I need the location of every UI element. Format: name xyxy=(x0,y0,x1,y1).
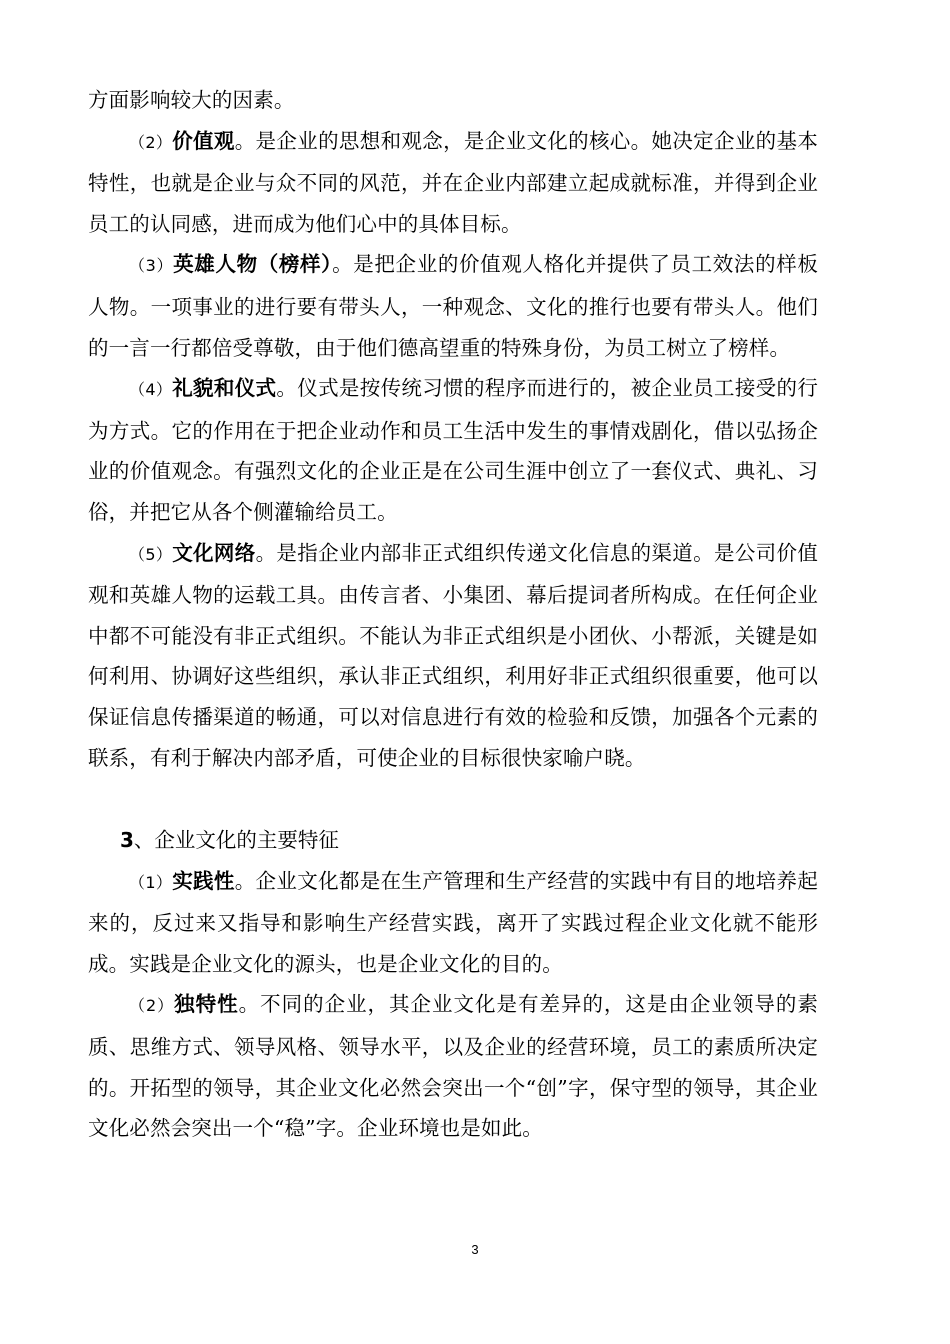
paragraph-text: 方面影响较大的因素。 xyxy=(88,88,295,112)
page-content xyxy=(88,80,818,1149)
item-number: （2） xyxy=(129,996,175,1016)
item-number: （3） xyxy=(129,256,174,276)
section-title: 、企业文化的主要特征 xyxy=(133,828,339,853)
item-term: 文化网络 xyxy=(172,540,256,565)
paragraph-network xyxy=(88,533,818,779)
paragraph-continued xyxy=(88,80,818,121)
paragraph-heroes xyxy=(88,244,818,368)
section-number: 3 xyxy=(120,828,134,853)
paragraph-rituals xyxy=(88,368,818,532)
paragraph-text: 。是企业的思想和观念，是企业文化的核心。她决定企业的基本特性，也就是企业与众不同的风范，并在企业内部建立起成就标准，并得到企业员工的认同感，进而成为他们心中的具体目标。 xyxy=(88,128,818,236)
item-number: （2） xyxy=(129,132,173,152)
paragraph-text: 。仪式是按传统习惯的程序而进行的，被企业员工接受的行为方式。它的作用在于把企业动作和员工生活中发生的事情戏剧化，借以弘扬企业的价值观念。有强烈文化的企业正是在公司生涯中创立了一套仪式、典礼、习俗，并把它从各个侧灌输给员工。 xyxy=(88,376,819,524)
item-number: （5） xyxy=(129,544,173,564)
item-term: 英雄人物（榜样） xyxy=(173,252,333,277)
item-term: 礼貌和仪式 xyxy=(172,376,277,401)
item-term: 独特性 xyxy=(174,992,239,1017)
page-number: 3 xyxy=(471,1242,479,1257)
section-heading xyxy=(88,820,818,861)
item-term: 价值观 xyxy=(172,128,235,153)
item-term: 实践性 xyxy=(172,868,235,893)
paragraph-text: 。企业文化都是在生产管理和生产经营的实践中有目的地培养起来的，反过来又指导和影响生产经营实践，离开了实践过程企业文化就不能形成。实践是企业文化的源头，也是企业文化的目的。 xyxy=(88,868,818,976)
paragraph-uniqueness xyxy=(88,984,818,1148)
paragraph-values xyxy=(88,121,818,245)
paragraph-text: 。是把企业的价值观人格化并提供了员工效法的样板人物。一项事业的进行要有带头人，一种观念、文化的推行也要有带头人。他们的一言一行都倍受尊敬，由于他们德高望重的特殊身份，为员工树立了榜样。 xyxy=(88,252,819,360)
paragraph-text: 。是指企业内部非正式组织传递文化信息的渠道。是公司价值观和英雄人物的运载工具。由传言者、小集团、幕后提词者所构成。在任何企业中都不可能没有非正式组织。不能认为非正式组织是小团伙、小帮派，关键是如何利用、协调好这些组织，承认非正式组织，利用好非正式组织很重要，他可以保证信息传播渠道的畅通，可以对信息进行有效的检验和反馈，加强各个元素的联系，有利于解决内部矛盾，可使企业的目标很快家喻户晓。 xyxy=(88,540,818,770)
paragraph-text: 。不同的企业，其企业文化是有差异的，这是由企业领导的素质、思维方式、领导风格、领导水平，以及企业的经营环境，员工的素质所决定的。开拓型的领导，其企业文化必然会突出一个“创”字，保守型的领导，其企业文化必然会突出一个“稳”字。企业环境也是如此。 xyxy=(88,992,818,1141)
paragraph-practicality xyxy=(88,861,818,985)
item-number: （1） xyxy=(129,872,173,892)
item-number: （4） xyxy=(129,380,173,400)
